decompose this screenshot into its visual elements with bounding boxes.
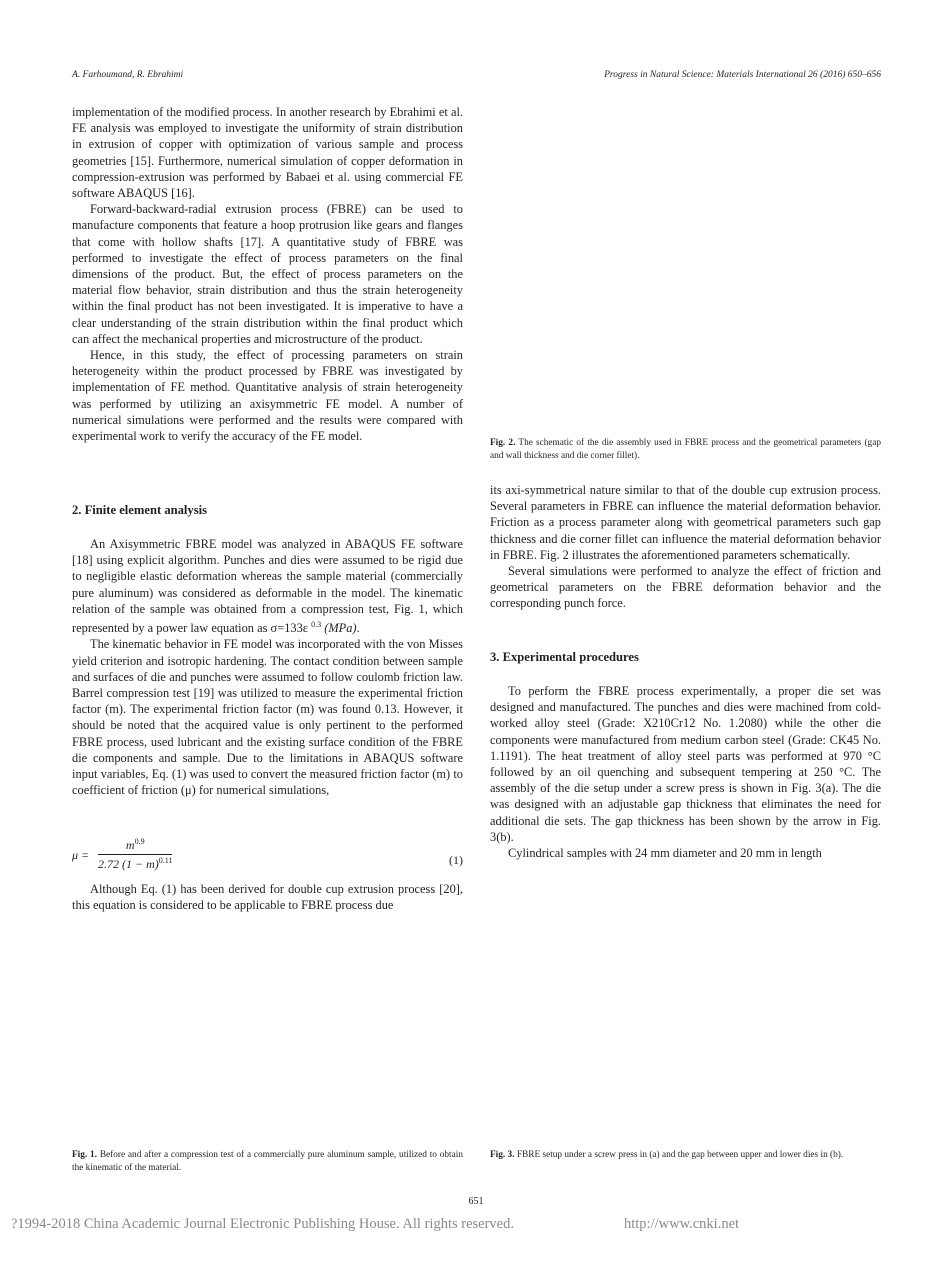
paragraph: The kinematic behavior in FE model was incorporated with the von Misses yield criterion and isotropic hardening. The contact condition between sample and surfaces of die and punches were assumed to follow coulomb friction law. Barrel compression test [19] was utilized to measure the experimental friction factor (m). The experimental friction factor (m) was found 0.13. However, it should be noted that the acquired value is only pertinent to the performed FBRE process, used lubricant and the existing surface condition of the FBRE die components and sample. Due to the limitations in ABAQUS software input variables, Eq. (1) was used to convert the measured friction factor (m) to coefficient of friction (μ) for numerical simulations, [72, 637, 463, 798]
equation-1 [72, 837, 463, 877]
copyright-footer: ?1994-2018 China Academic Journal Electronic Publishing House. All rights reserved. [11, 1216, 514, 1232]
figure-2-image [490, 100, 881, 430]
equation-denominator: 2.72 $(1 - m)^{0.11}$ [98, 856, 173, 871]
running-header-journal: Progress in Natural Science: Materials International 26 (2016) 650–656 [604, 70, 881, 80]
paragraph [72, 536, 463, 636]
paragraph: Several simulations were performed to analyze the effect of friction and geometrical parameters on the FBRE deformation behavior and the corresponding punch force. [490, 564, 881, 611]
right-column-text [490, 482, 881, 612]
figure-label: Fig. 2. [490, 438, 516, 448]
running-header-authors: A. Farhoumand, R. Ebrahimi [72, 70, 184, 80]
paragraph: its axi-symmetrical nature similar to that of the double cup extrusion process. Several parameters in FBRE can influence the material deformation behavior. Friction as a process parameter along with geometrical parameters such gap thickness and die corner fillet can influence the material deformation behavior in FBRE. Fig. 2 illustrates the aforementioned parameters schematically. [490, 483, 881, 562]
paragraph: Forward-backward-radial extrusion process (FBRE) can be used to manufacture components that feature a hoop protrusion like gears and flanges that come with hollow shafts [17]. A quantitative study of FBRE was performed to investigate the effect of process parameters on the final dimensions of the product. But, the effect of process parameters on the material flow behavior, strain distribution and thus the strain heterogeneity within the final product has not been investigated. It is imperative to have a clear understanding of the strain distribution within the final product which can affect the mechanical properties and microstructure of the product. [72, 202, 463, 346]
left-column-text [72, 104, 463, 444]
section-heading-3: 3. Experimental procedures [490, 650, 639, 664]
figure-label: Fig. 1. [72, 1150, 98, 1160]
equation-number: (1) [449, 853, 463, 867]
paragraph: Although Eq. (1) has been derived for double cup extrusion process [20], this equation is considered to be applicable to FBRE process due [72, 882, 463, 913]
figure-3-image [490, 880, 881, 1142]
paragraph: To perform the FBRE process experimentally, a proper die set was designed and manufactured. The punches and dies were machined from cold-worked alloy steel (Grade: X210Cr12 No. 1.2080) while the other die components were manufactured from medium carbon steel (Grade: CK45 No. 1.1191). The heat treatment of alloy steel parts was performed at 970 °C followed by an oil quenching and subsequent tempering at 250 °C. The assembly of the die setup under a screw press is shown in Fig. 3(a). The die was designed with an adjustable gap thickness that eliminates the need for additional die sets. The gap thickness has been shown by the arrow in Fig. 3(b). [490, 684, 881, 844]
figure-2-caption: Fig. 2. The schematic of the die assembly used in FBRE process and the geometrical parameters (gap and wall thickness and die corner fillet). [490, 438, 881, 461]
paragraph: Cylindrical samples with 24 mm diameter and 20 mm in length [508, 846, 822, 861]
equation-fraction [98, 837, 172, 872]
paragraph-text: An Axisymmetric FBRE model was analyzed in ABAQUS FE software [18] using explicit algorithm. Punches and dies were assumed to be rigid due to negligible elastic deformation whereas the sample material (commercially pure aluminum) was considered as deformable in the model. The kinematic relation of the sample was obtained from a compression test, Fig. 1, which represented by a power law equation as [72, 537, 463, 636]
section-3-text [490, 683, 881, 861]
equation-lhs: μ = [72, 848, 90, 862]
figure-1-image [72, 925, 463, 1145]
paragraph: Hence, in this study, the effect of processing parameters on strain heterogeneity within the product processed by FBRE was investigated by implementation of FE method. Quantitative analysis of strain heterogeneity was performed by utilizing an axisymmetric FE model. A number of numerical simulations were performed and the results were compared with experimental work to verify the accuracy of the FE model. [72, 348, 463, 444]
page-number: 651 [468, 1196, 484, 1207]
figure-1-caption: Fig. 1. Before and after a compression test of a commercially pure aluminum sample, utilized to obtain the kinematic of the material. [72, 1150, 463, 1173]
power-law-equation: σ=133ε $^{0.3}$ (MPa). [270, 620, 360, 636]
left-column-continuation [72, 881, 463, 913]
section-heading-2: 2. Finite element analysis [72, 503, 208, 517]
footer-url: http://www.cnki.net [624, 1216, 740, 1232]
equation-numerator: $m^{0.9}$ [98, 837, 172, 855]
paragraph: implementation of the modified process. In another research by Ebrahimi et al. FE analysis was employed to investigate the uniformity of strain distribution in extrusion of copper with optimization of various sample and process geometries [15]. Furthermore, numerical simulation of copper deformation in compression-extrusion was performed by Babaei et al. using commercial FE software ABAQUS [16]. [72, 105, 463, 201]
section-2-text [72, 536, 463, 798]
figure-3-caption: Fig. 3. FBRE setup under a screw press in (a) and the gap between upper and lower dies in (b). [490, 1150, 844, 1160]
figure-label: Fig. 3. [490, 1150, 515, 1160]
